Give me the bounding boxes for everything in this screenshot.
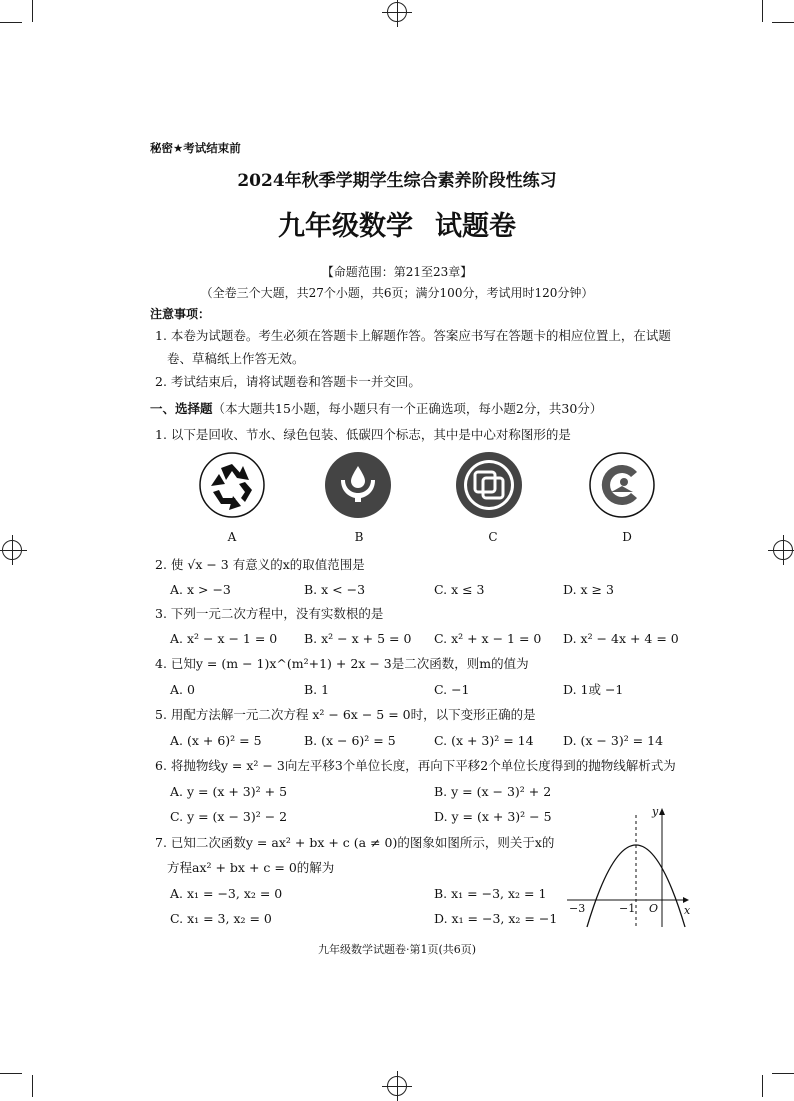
y-axis-arrow <box>659 808 665 815</box>
crop-mark <box>32 1075 33 1097</box>
page-title <box>0 208 794 246</box>
q1-label-c: C <box>488 530 498 544</box>
q6-option-a: A. y = (x + 3)² + 5 <box>170 784 288 799</box>
section-1-title: 一、选择题 <box>150 401 213 416</box>
q6-option-b: B. y = (x − 3)² + 2 <box>434 784 552 799</box>
q2-option-a: A. x > −3 <box>170 582 231 597</box>
registration-mark <box>387 1076 407 1096</box>
exam-subtitle: 2024年秋季学期学生综合素养阶段性练习 <box>237 171 557 191</box>
crop-mark <box>762 1075 763 1097</box>
title-subject: 九年级数学 <box>278 211 413 242</box>
q5-option-a: A. (x + 6)² = 5 <box>170 733 262 748</box>
registration-mark <box>773 540 793 560</box>
q1-label-b: B <box>354 530 364 544</box>
note-1: 1. 本卷为试题卷。考生必须在答题卡上解题作答。答案应书写在答题卡的相应位置上，在试题 <box>155 328 671 343</box>
q2-option-c: C. x ≤ 3 <box>434 582 485 597</box>
registration-mark <box>2 540 22 560</box>
q3-stem: 3. 下列一元二次方程中，没有实数根的是 <box>155 606 384 621</box>
crop-mark <box>0 22 22 23</box>
q7-option-d: D. x₁ = −3, x₂ = −1 <box>434 911 558 926</box>
q2-option-b: B. x < −3 <box>304 582 366 597</box>
registration-mark <box>387 2 407 22</box>
q6-option-d: D. y = (x + 3)² − 5 <box>434 809 552 824</box>
crop-mark <box>32 0 33 22</box>
parabola-graph <box>565 805 695 930</box>
q2-stem: 2. 使 √x − 3 有意义的x的取值范围是 <box>155 557 365 572</box>
x-axis-label: x <box>684 904 691 917</box>
crop-mark <box>772 22 794 23</box>
q6-option-c: C. y = (x − 3)² − 2 <box>170 809 288 824</box>
q4-option-a: A. 0 <box>170 682 195 697</box>
q3-option-a: A. x² − x − 1 = 0 <box>170 631 278 646</box>
exam-scope: 【命题范围：第21至23章】 <box>321 265 473 279</box>
recycle-icon <box>199 452 265 518</box>
green-packaging-icon <box>456 452 522 518</box>
origin-label: O <box>649 902 659 915</box>
q1-label-a: A <box>227 530 237 544</box>
page-footer: 九年级数学试题卷·第1页(共6页) <box>317 943 477 956</box>
q1-stem: 1. 以下是回收、节水、绿色包装、低碳四个标志，其中是中心对称图形的是 <box>155 427 571 442</box>
q7-option-c: C. x₁ = 3, x₂ = 0 <box>170 911 272 926</box>
y-axis-label: y <box>652 805 659 818</box>
q4-option-d: D. 1或 −1 <box>563 682 624 697</box>
q7-stem-line1: 7. 已知二次函数y = ax² + bx + c (a ≠ 0)的图象如图所示，则关于x的 <box>155 835 555 850</box>
q3-option-d: D. x² − 4x + 4 = 0 <box>563 631 679 646</box>
q6-stem: 6. 将抛物线y = x² − 3向左平移3个单位长度，再向下平移2个单位长度得到的抛物线解析式为 <box>155 758 676 773</box>
q5-stem: 5. 用配方法解一元二次方程 x² − 6x − 5 = 0时，以下变形正确的是 <box>155 707 536 722</box>
crop-mark <box>772 1073 794 1074</box>
q5-option-d: D. (x − 3)² = 14 <box>563 733 664 748</box>
x-axis-arrow <box>683 897 689 903</box>
crop-mark <box>0 1073 22 1074</box>
low-carbon-icon <box>589 452 655 518</box>
section-1-heading <box>150 401 602 417</box>
q7-option-a: A. x₁ = −3, x₂ = 0 <box>170 886 283 901</box>
q7-option-b: B. x₁ = −3, x₂ = 1 <box>434 886 547 901</box>
q4-option-c: C. −1 <box>434 682 470 697</box>
confidential-label: 秘密★考试结束前 <box>150 141 241 155</box>
q3-option-b: B. x² − x + 5 = 0 <box>304 631 412 646</box>
title-type: 试题卷 <box>435 211 516 242</box>
tick-label-neg1: −1 <box>619 902 636 915</box>
note-2: 2. 考试结束后，请将试题卷和答题卡一并交回。 <box>155 374 421 389</box>
q3-option-c: C. x² + x − 1 = 0 <box>434 631 542 646</box>
q7-stem-line2: 方程ax² + bx + c = 0的解为 <box>167 860 335 875</box>
q4-option-b: B. 1 <box>304 682 330 697</box>
water-saving-icon <box>325 452 391 518</box>
q4-stem: 4. 已知y = (m − 1)x^(m²+1) + 2x − 3是二次函数，则m的值为 <box>155 656 529 671</box>
q1-label-d: D <box>622 530 632 544</box>
tick-label-neg3: −3 <box>569 902 586 915</box>
note-1-cont: 卷、草稿纸上作答无效。 <box>167 351 305 366</box>
exam-info: （全卷三个大题，共27个小题，共6页；满分100分，考试用时120分钟） <box>200 286 594 300</box>
q2-option-d: D. x ≥ 3 <box>563 582 614 597</box>
q5-option-c: C. (x + 3)² = 14 <box>434 733 534 748</box>
q5-option-b: B. (x − 6)² = 5 <box>304 733 396 748</box>
section-1-desc: （本大题共15小题，每小题只有一个正确选项，每小题2分，共30分） <box>212 401 603 416</box>
crop-mark <box>762 0 763 22</box>
notes-heading: 注意事项： <box>150 307 211 321</box>
